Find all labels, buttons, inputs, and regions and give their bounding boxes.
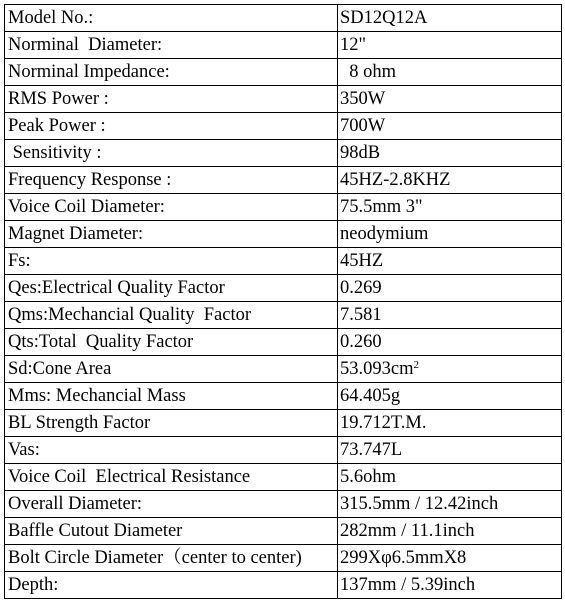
spec-value: 12" <box>338 32 562 59</box>
spec-row-qms <box>5 302 562 329</box>
spec-label: Mms: Mechancial Mass <box>5 383 338 410</box>
spec-label: Overall Diameter: <box>5 491 338 518</box>
spec-row-vas <box>5 437 562 464</box>
spec-row-mms <box>5 383 562 410</box>
spec-value: 64.405g <box>338 383 562 410</box>
spec-label: Fs: <box>5 248 338 275</box>
spec-row-sensitivity <box>5 140 562 167</box>
spec-value: 45HZ <box>338 248 562 275</box>
spec-label: Voice Coil Electrical Resistance <box>5 464 338 491</box>
spec-label: Depth: <box>5 572 338 599</box>
spec-value: 7.581 <box>338 302 562 329</box>
spec-label: BL Strength Factor <box>5 410 338 437</box>
spec-label: Sensitivity : <box>5 140 338 167</box>
spec-value: 315.5mm / 12.42inch <box>338 491 562 518</box>
spec-value: 0.260 <box>338 329 562 356</box>
spec-row-bl-strength <box>5 410 562 437</box>
spec-value: 700W <box>338 113 562 140</box>
spec-row-fs <box>5 248 562 275</box>
spec-value: neodymium <box>338 221 562 248</box>
spec-label: Qms:Mechancial Quality Factor <box>5 302 338 329</box>
spec-row-rms-power <box>5 86 562 113</box>
spec-label: RMS Power : <box>5 86 338 113</box>
spec-label: Baffle Cutout Diameter <box>5 518 338 545</box>
spec-value: 350W <box>338 86 562 113</box>
spec-label: Vas: <box>5 437 338 464</box>
spec-row-nominal-impedance <box>5 59 562 86</box>
spec-value-text: 53.093cm <box>340 359 414 379</box>
spec-value: 5.6ohm <box>338 464 562 491</box>
spec-label: Qes:Electrical Quality Factor <box>5 275 338 302</box>
spec-row-bolt-circle <box>5 545 562 572</box>
spec-row-frequency-response <box>5 167 562 194</box>
spec-value: 282mm / 11.1inch <box>338 518 562 545</box>
spec-value <box>338 356 562 383</box>
spec-value: 73.747L <box>338 437 562 464</box>
spec-value: 0.269 <box>338 275 562 302</box>
spec-row-voice-coil-resistance <box>5 464 562 491</box>
spec-value: SD12Q12A <box>338 5 562 32</box>
spec-label: Sd:Cone Area <box>5 356 338 383</box>
spec-row-peak-power <box>5 113 562 140</box>
spec-label: Frequency Response : <box>5 167 338 194</box>
spec-row-voice-coil-diameter <box>5 194 562 221</box>
spec-row-depth <box>5 572 562 599</box>
spec-label: Bolt Circle Diameter（center to center) <box>5 545 338 572</box>
spec-row-baffle-cutout <box>5 518 562 545</box>
spec-row-qes <box>5 275 562 302</box>
spec-value: 137mm / 5.39inch <box>338 572 562 599</box>
spec-row-sd-cone-area <box>5 356 562 383</box>
spec-row-magnet-diameter <box>5 221 562 248</box>
spec-label: Norminal Impedance: <box>5 59 338 86</box>
spec-value: 45HZ-2.8KHZ <box>338 167 562 194</box>
speaker-spec-table <box>4 4 562 599</box>
spec-label: Magnet Diameter: <box>5 221 338 248</box>
spec-value: 75.5mm 3" <box>338 194 562 221</box>
spec-value: 8 ohm <box>338 59 562 86</box>
spec-label: Model No.: <box>5 5 338 32</box>
spec-label: Voice Coil Diameter: <box>5 194 338 221</box>
spec-label: Qts:Total Quality Factor <box>5 329 338 356</box>
spec-row-qts <box>5 329 562 356</box>
spec-row-model-no <box>5 5 562 32</box>
spec-value: 19.712T.M. <box>338 410 562 437</box>
spec-row-overall-diameter <box>5 491 562 518</box>
spec-row-nominal-diameter <box>5 32 562 59</box>
spec-value: 299Xφ6.5mmX8 <box>338 545 562 572</box>
superscript-two: 2 <box>413 359 419 371</box>
spec-value: 98dB <box>338 140 562 167</box>
spec-label: Peak Power : <box>5 113 338 140</box>
spec-label: Norminal Diameter: <box>5 32 338 59</box>
